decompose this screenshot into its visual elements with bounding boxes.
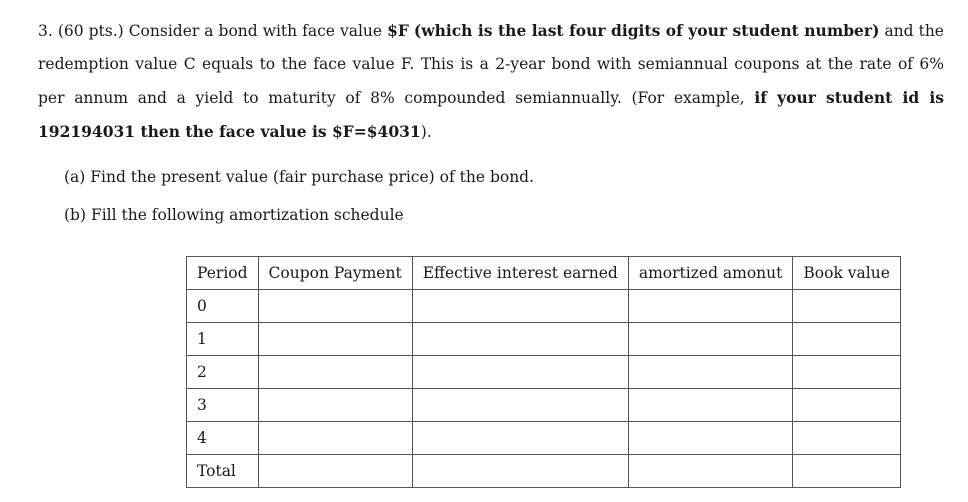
- period-cell: 2: [187, 356, 259, 389]
- problem-points: (60 pts.): [57, 22, 124, 40]
- header-book-value: Book value: [793, 257, 900, 290]
- table-row: [187, 389, 901, 422]
- part-a-question: (a) Find the present value (fair purchase price) of the bond.: [64, 168, 535, 186]
- problem-number: 3.: [38, 22, 53, 40]
- coupon-cell[interactable]: [258, 356, 412, 389]
- book-value-cell[interactable]: [793, 422, 900, 455]
- amortization-schedule-table: [186, 256, 901, 488]
- problem-bold-2: if your student id is 192194031 then the face value is $F=$4031: [38, 88, 944, 141]
- amortized-cell[interactable]: [628, 290, 793, 323]
- book-value-cell[interactable]: [793, 323, 900, 356]
- table-row-total: [187, 455, 901, 488]
- table-header-row: [187, 257, 901, 290]
- part-b-question: (b) Fill the following amortization schedule: [64, 206, 404, 224]
- coupon-cell[interactable]: [258, 323, 412, 356]
- interest-cell[interactable]: [412, 455, 628, 488]
- amortized-cell[interactable]: [628, 389, 793, 422]
- interest-cell[interactable]: [412, 422, 628, 455]
- period-cell: 4: [187, 422, 259, 455]
- period-cell: Total: [187, 455, 259, 488]
- amortized-cell[interactable]: [628, 323, 793, 356]
- interest-cell[interactable]: [412, 389, 628, 422]
- book-value-cell[interactable]: [793, 290, 900, 323]
- face-value-symbol: $F: [387, 21, 409, 40]
- problem-text-2: and the redemption value C equals to the face value F. This is a 2-year bond with semiannual coupons at the rate of 6% per annum and a yield to maturity of 8% compounded semiannually. (For example,: [38, 22, 944, 107]
- amortized-cell[interactable]: [628, 356, 793, 389]
- period-cell: 3: [187, 389, 259, 422]
- period-cell: 0: [187, 290, 259, 323]
- header-effective-interest: Effective interest earned: [412, 257, 628, 290]
- header-coupon-payment: Coupon Payment: [258, 257, 412, 290]
- book-value-cell[interactable]: [793, 389, 900, 422]
- coupon-cell[interactable]: [258, 422, 412, 455]
- interest-cell[interactable]: [412, 356, 628, 389]
- table-row: [187, 290, 901, 323]
- header-amortized-amount: amortized amonut: [628, 257, 793, 290]
- amortized-cell[interactable]: [628, 455, 793, 488]
- table-row: [187, 422, 901, 455]
- problem-text-1: Consider a bond with face value: [128, 22, 383, 40]
- book-value-cell[interactable]: [793, 356, 900, 389]
- table-row: [187, 323, 901, 356]
- problem-statement: [38, 14, 944, 149]
- problem-text-3: ).: [420, 123, 432, 141]
- table-row: [187, 356, 901, 389]
- coupon-cell[interactable]: [258, 389, 412, 422]
- interest-cell[interactable]: [412, 290, 628, 323]
- coupon-cell[interactable]: [258, 290, 412, 323]
- problem-bold-1: (which is the last four digits of your student number): [413, 21, 880, 40]
- amortized-cell[interactable]: [628, 422, 793, 455]
- coupon-cell[interactable]: [258, 455, 412, 488]
- interest-cell[interactable]: [412, 323, 628, 356]
- header-period: Period: [187, 257, 259, 290]
- period-cell: 1: [187, 323, 259, 356]
- book-value-cell[interactable]: [793, 455, 900, 488]
